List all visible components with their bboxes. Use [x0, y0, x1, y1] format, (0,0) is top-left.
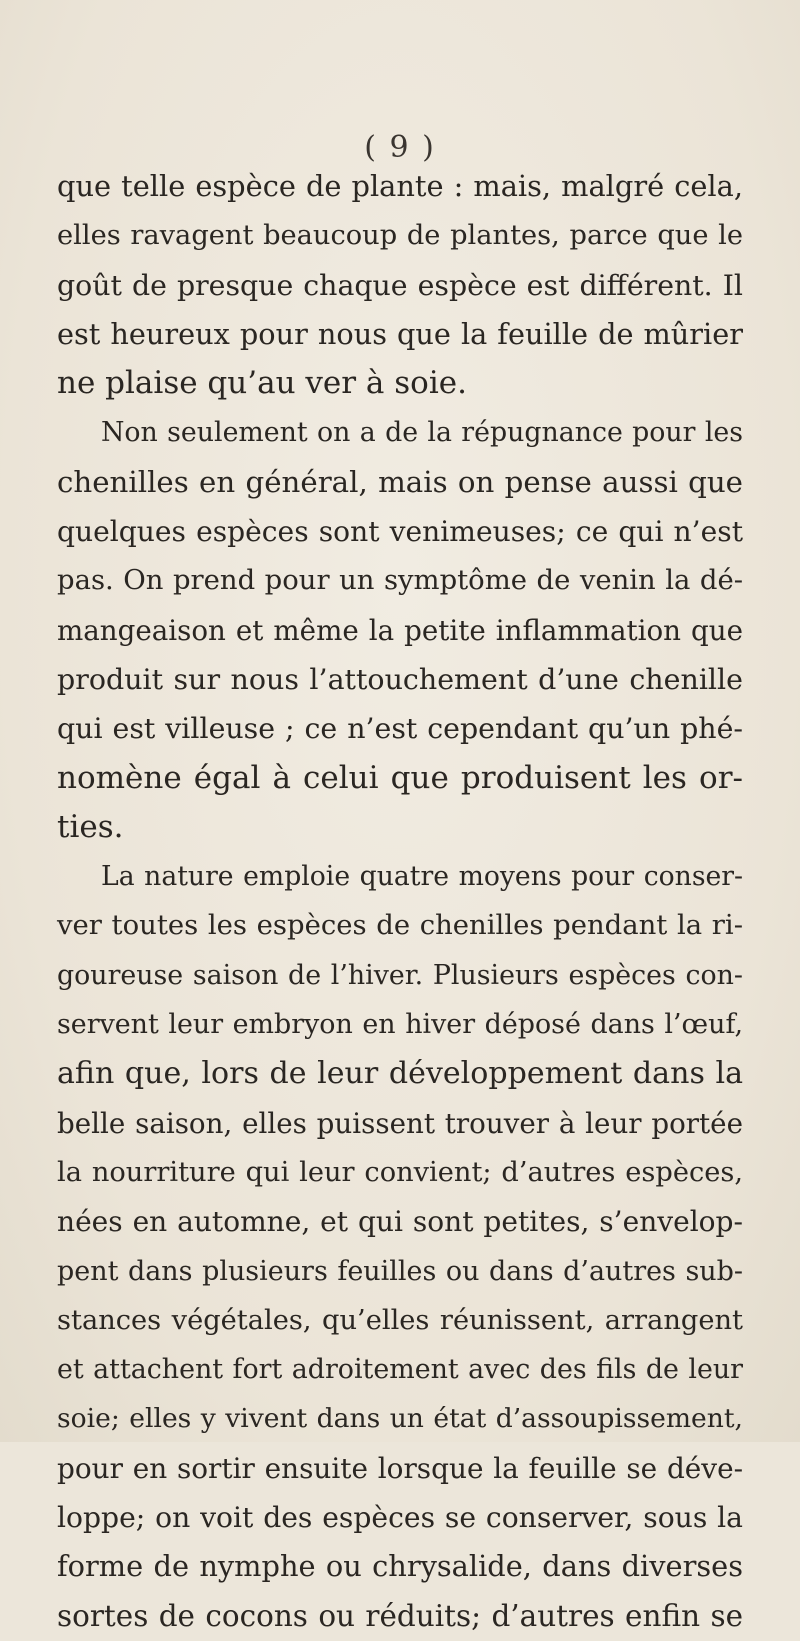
page-number: ( 9 ) [364, 130, 436, 165]
text-line: forme de nymphe ou chrysalide, dans diverses [57, 1549, 743, 1584]
body-text [57, 162, 743, 1641]
text-line: stances végétales, qu’elles réunissent, arrangent [57, 1304, 743, 1336]
text-line: goureuse saison de l’hiver. Plusieurs espèces con- [57, 959, 743, 991]
text-line: soie; elles y vivent dans un état d’assoupissement, [57, 1403, 743, 1435]
text-line: sortes de cocons ou réduits; d’autres enfin se [57, 1598, 743, 1633]
text-line: pour en sortir ensuite lorsque la feuille se déve- [57, 1451, 743, 1485]
text-line: elles ravagent beaucoup de plantes, parce que le [57, 220, 743, 252]
text-line: la nourriture qui leur convient; d’autres espèces, [57, 1156, 743, 1188]
text-line: pas. On prend pour un symptôme de venin la dé- [57, 565, 743, 597]
text-line: belle saison, elles puissent trouver à leur portée [57, 1106, 743, 1140]
text-line: chenilles en général, mais on pense aussi que [57, 464, 743, 499]
text-line: servent leur embryon en hiver déposé dans l’œuf, [57, 1009, 743, 1041]
text-line: afin que, lors de leur développement dans la [57, 1056, 743, 1092]
text-line: ne plaise qu’au ver à soie. [57, 365, 467, 402]
text-line: goût de presque chaque espèce est différent. Il [57, 268, 743, 302]
text-line: loppe; on voit des espèces se conserver, sous la [57, 1501, 743, 1535]
text-line: est heureux pour nous que la feuille de mûrier [57, 316, 743, 351]
text-line: nomène égal à celui que produisent les or- [57, 759, 743, 796]
text-line: et attachent fort adroitement avec des fils de leur [57, 1354, 743, 1386]
text-line: que telle espèce de plante : mais, malgré cela, [57, 169, 743, 203]
text-line: pent dans plusieurs feuilles ou dans d’autres sub- [57, 1255, 743, 1287]
text-line: produit sur nous l’attouchement d’une chenille [57, 662, 743, 696]
text-line: ver toutes les espèces de chenilles pendant la ri- [57, 909, 743, 942]
text-line: nées en automne, et qui sont petites, s’envelop- [57, 1205, 743, 1239]
text-line: La nature emploie quatre moyens pour conser- [101, 861, 743, 893]
text-line: ties. [57, 808, 124, 845]
text-line: qui est villeuse ; ce n’est cependant qu’un phé- [57, 712, 743, 746]
text-line: quelques espèces sont venimeuses; ce qui n’est [57, 515, 743, 549]
text-line: Non seulement on a de la répugnance pour les [101, 417, 743, 449]
text-line: mangeaison et même la petite inflammation que [57, 613, 743, 647]
